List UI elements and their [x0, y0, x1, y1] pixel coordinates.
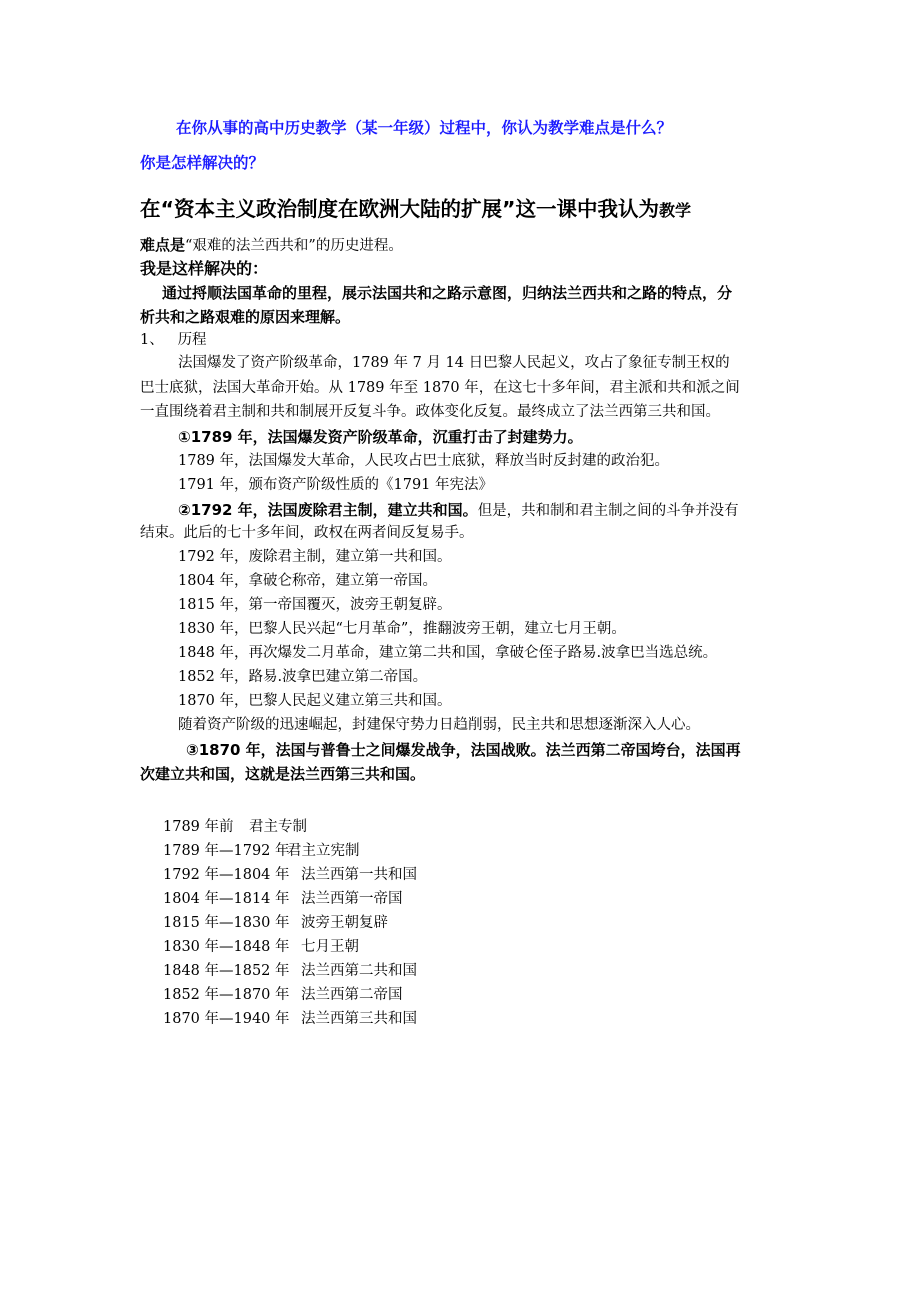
- timeline-regime: 法兰西第三共和国: [301, 1011, 417, 1027]
- timeline-row: [163, 935, 359, 956]
- point-2-detail: 1830 年，巴黎人民兴起“七月革命”，推翻波旁王朝，建立七月王朝。: [178, 621, 626, 637]
- point-2-heading: [178, 502, 739, 519]
- timeline-row: [163, 839, 360, 860]
- point-2-detail: 1870 年，巴黎人民起义建立第三共和国。: [178, 693, 452, 709]
- point-1-heading: ①1789 年，法国爆发资产阶级革命，沉重打击了封建势力。: [178, 428, 583, 446]
- point-2-detail: 随着资产阶级的迅速崛起，封建保守势力日趋削弱，民主共和思想逐渐深入人心。: [178, 717, 700, 733]
- timeline-period: 1815 年—1830 年: [163, 915, 290, 931]
- section-1-heading: [140, 333, 207, 348]
- point-2-detail: 1804 年，拿破仑称帝，建立第一帝国。: [178, 573, 438, 589]
- method-line-1: 通过捋顺法国革命的里程，展示法国共和之路示意图，归纳法兰西共和之路的特点，分: [162, 284, 733, 302]
- point-2-bold: ②1792 年，法国废除君主制，建立共和国。: [178, 501, 478, 519]
- timeline-period: 1792 年—1804 年: [163, 867, 290, 883]
- point-2-detail: 1815 年，第一帝国覆灭，波旁王朝复辟。: [178, 597, 452, 613]
- point-2-detail: 1852 年，路易.波拿巴建立第二帝国。: [178, 669, 428, 685]
- solution-label: 我是这样解决的：: [140, 259, 269, 278]
- timeline-period: 1852 年—1870 年: [163, 987, 290, 1003]
- headline-small: 教学: [658, 201, 691, 220]
- point-1-detail: 1791 年，颁布资产阶级性质的《1791 年宪法》: [178, 477, 494, 493]
- point-2-line-2: 结束。此后的七十多年间，政权在两者间反复易手。: [140, 525, 474, 541]
- point-1-detail: 1789 年，法国爆发大革命，人民攻占巴士底狱，释放当时反封建的政治犯。: [178, 453, 670, 469]
- timeline-period: 1870 年—1940 年: [163, 1011, 290, 1027]
- timeline-row: [163, 887, 403, 908]
- timeline-row: [163, 815, 307, 836]
- answer-headline: [140, 199, 691, 220]
- question-line-1: 在你从事的高中历史教学（某一年级）过程中，你认为教学难点是什么？: [176, 119, 673, 137]
- timeline-regime: 法兰西第一共和国: [301, 867, 417, 883]
- overview-line-1: 法国爆发了资产阶级革命，1789 年 7 月 14 日巴黎人民起义，攻占了象征专制王权的: [178, 355, 730, 371]
- point-2-detail: 1848 年，再次爆发二月革命，建立第二共和国，拿破仑侄子路易.波拿巴当选总统。: [178, 645, 718, 661]
- timeline-row: [163, 959, 417, 980]
- timeline-period: 1848 年—1852 年: [163, 963, 290, 979]
- difficulty-text: “艰难的法兰西共和”的历史进程。: [185, 238, 403, 254]
- timeline-row: [163, 983, 403, 1004]
- section-number: 1、: [140, 332, 164, 348]
- method-line-2: 析共和之路艰难的原因来理解。: [140, 308, 351, 326]
- timeline-regime: 法兰西第一帝国: [301, 891, 403, 907]
- timeline-regime: 法兰西第二共和国: [301, 963, 417, 979]
- timeline-regime: 七月王朝: [301, 939, 359, 955]
- timeline-regime: 波旁王朝复辟: [301, 915, 388, 931]
- point-2-rest: 但是，共和制和君主制之间的斗争并没有: [477, 503, 739, 519]
- timeline-period: 1789 年—1792 年: [163, 843, 290, 859]
- timeline-regime: 君主立宪制: [287, 843, 360, 859]
- timeline-period: 1830 年—1848 年: [163, 939, 290, 955]
- difficulty-label: 难点是: [140, 236, 186, 254]
- point-3-line-1: ③1870 年，法国与普鲁士之间爆发战争，法国战败。法兰西第二帝国垮台，法国再: [186, 741, 741, 759]
- overview-line-3: 一直围绕着君主制和共和制展开反复斗争。政体变化反复。最终成立了法兰西第三共和国。: [140, 404, 720, 420]
- question-line-2: 你是怎样解决的？: [140, 154, 265, 172]
- point-2-detail: 1792 年，废除君主制，建立第一共和国。: [178, 549, 452, 565]
- timeline-row: [163, 911, 388, 932]
- point-3-line-2: 次建立共和国，这就是法兰西第三共和国。: [140, 765, 426, 783]
- overview-line-2: 巴士底狱，法国大革命开始。从 1789 年至 1870 年，在这七十多年间，君主派和共和派之间: [140, 380, 740, 396]
- difficulty-statement: [140, 237, 403, 254]
- timeline-regime: 君主专制: [249, 819, 307, 835]
- timeline-row: [163, 863, 417, 884]
- timeline-row: [163, 1007, 417, 1028]
- timeline-regime: 法兰西第二帝国: [301, 987, 403, 1003]
- timeline-period: 1789 年前: [163, 819, 234, 835]
- headline-main: 在“资本主义政治制度在欧洲大陆的扩展”这一课中我认为: [140, 197, 659, 221]
- timeline-period: 1804 年—1814 年: [163, 891, 290, 907]
- section-title: 历程: [177, 332, 207, 348]
